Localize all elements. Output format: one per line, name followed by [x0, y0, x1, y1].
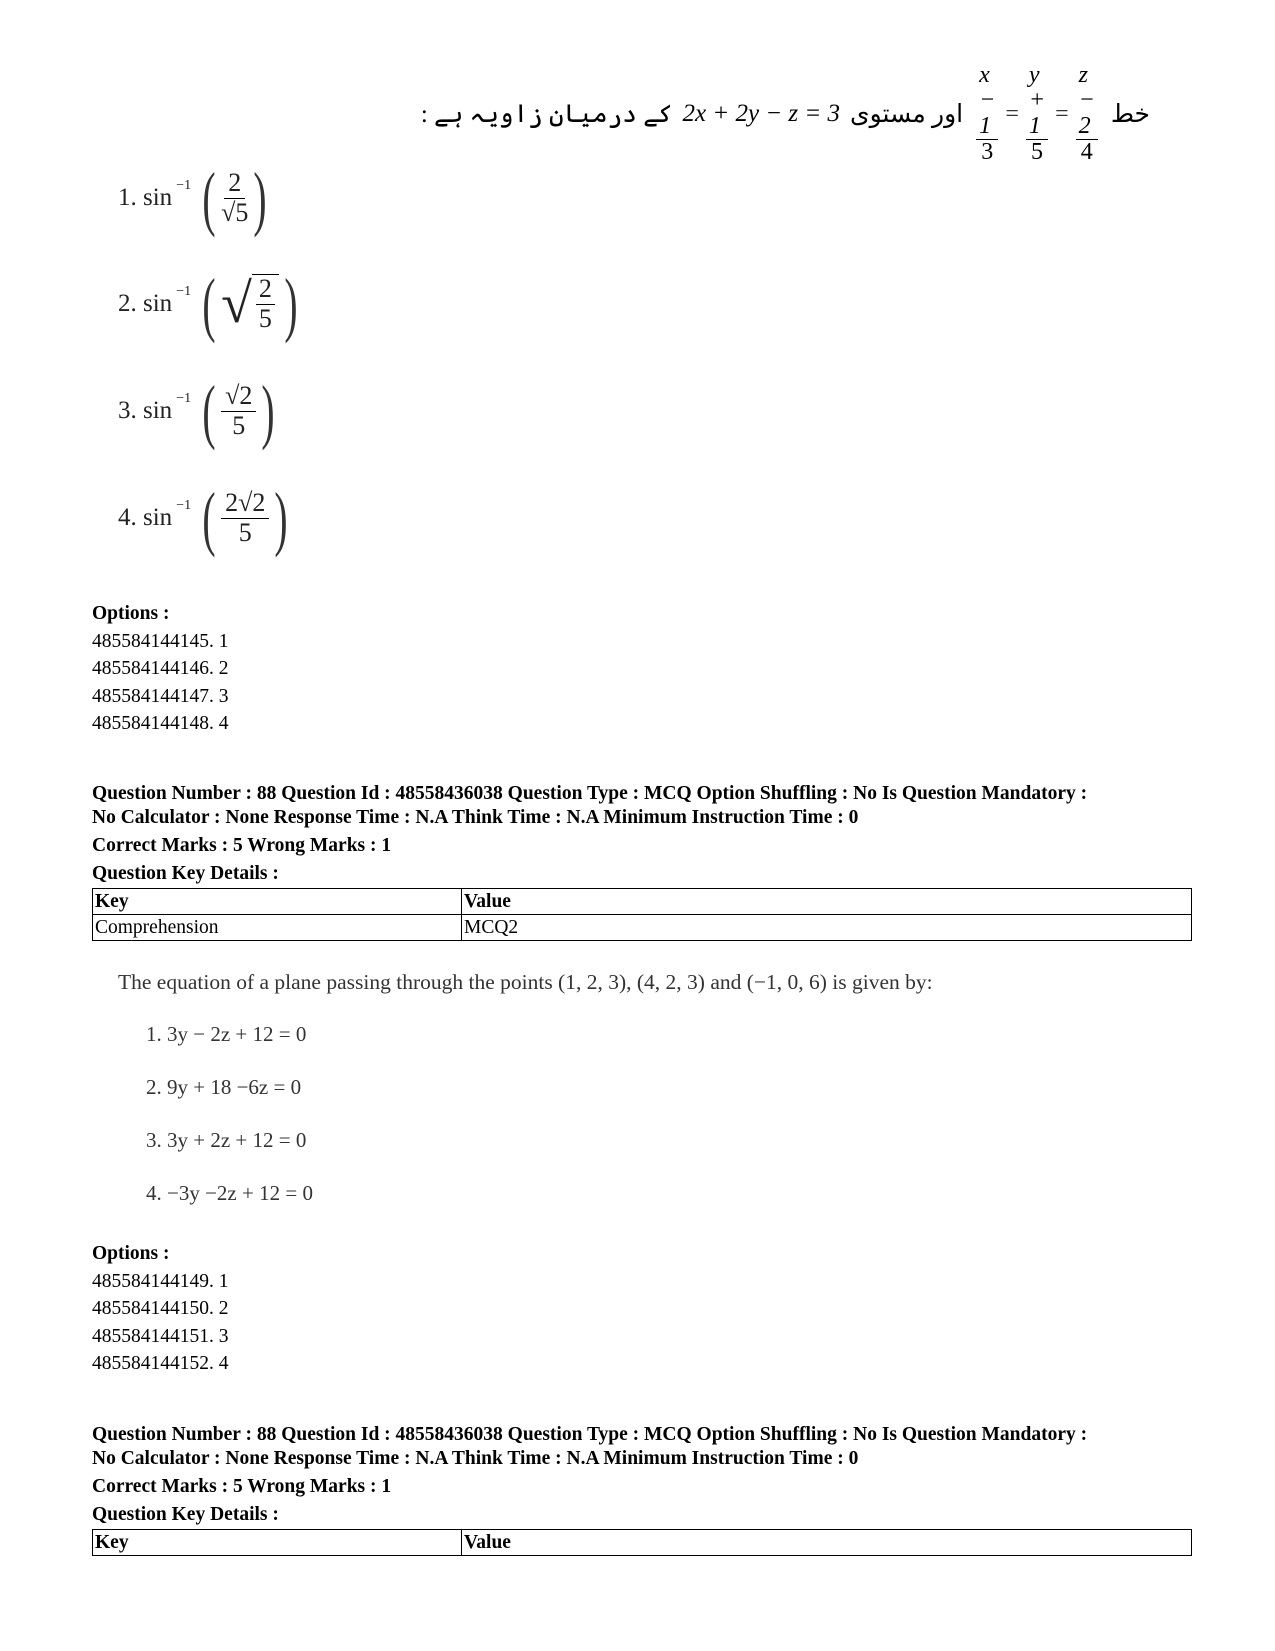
table-header-row: Key Value [93, 889, 1192, 915]
question-meta-1: Question Number : 88 Question Id : 48558436038 Question Type : MCQ Option Shuffling : No Is Question Mandatory : No Calculator : None Response Time : N.A Think Time : N.A Minimum Instruction Time : 0 [92, 783, 1088, 828]
option-item: 485584144152. 4 [92, 1353, 229, 1374]
options-section-2 [92, 1240, 229, 1378]
plane-equation: 2x + 2y − z = 3 [682, 100, 841, 127]
option-item: 485584144151. 3 [92, 1325, 229, 1347]
choice-2: 2. sin −1 ( √ 2 5 ) [118, 264, 298, 344]
table-row: Comprehension MCQ2 [93, 915, 1192, 941]
line-fraction-x: $\frac{x - 1}{3}$ [976, 63, 998, 165]
question-text-88: The equation of a plane passing through the points (1, 2, 3), (4, 2, 3) and (−1, 0, 6) is given by: [118, 970, 933, 994]
urdu-mid: اور مستوی [850, 101, 964, 128]
options-heading: Options : [92, 603, 170, 624]
urdu-prefix: خط [1110, 101, 1150, 128]
key-details-table-2 [92, 1529, 1192, 1556]
urdu-question-line: کے درمیان زاویہ ہے : 2x + 2y − z = 3 اور مستوی $\frac{x - 1}{3}$ = $\frac{y + 1}{5}$ = $\frac{z - 2}{4}$ خط [420, 62, 1150, 165]
question-meta-2: Question Number : 88 Question Id : 48558436038 Question Type : MCQ Option Shuffling : No Is Question Mandatory : No Calculator : None Response Time : N.A Think Time : N.A Minimum Instruction Time : 0 [92, 1424, 1088, 1469]
choice-3: 3. 3y + 2z + 12 = 0 [146, 1128, 307, 1152]
choice-1: 1. 3y − 2z + 12 = 0 [146, 1022, 307, 1046]
option-item: 485584144149. 1 [92, 1270, 229, 1292]
key-heading-1: Question Key Details : [92, 863, 279, 884]
marks-line-1: Correct Marks : 5 Wrong Marks : 1 [92, 835, 392, 856]
choice-2: 2. 9y + 18 −6z = 0 [146, 1075, 302, 1099]
key-details-table-1 [92, 888, 1192, 941]
key-heading-2: Question Key Details : [92, 1504, 279, 1525]
marks-line-2: Correct Marks : 5 Wrong Marks : 1 [92, 1476, 392, 1497]
option-item: 485584144148. 4 [92, 713, 229, 734]
options-heading: Options : [92, 1243, 170, 1264]
options-section-1 [92, 600, 229, 738]
line-fraction-y: $\frac{y + 1}{5}$ [1026, 63, 1048, 165]
line-fraction-z: $\frac{z - 2}{4}$ [1076, 63, 1098, 165]
option-item: 485584144145. 1 [92, 630, 229, 652]
choice-4: 4. sin −1 ( $\frac{2√2}{5}$ ) [118, 478, 288, 558]
option-item: 485584144147. 3 [92, 685, 229, 707]
choice-1: 1. sin −1 ( $\frac{2}{√5}$ ) [118, 158, 267, 238]
urdu-suffix: کے درمیان زاویہ ہے : [420, 101, 673, 128]
choice-3: 3. sin −1 ( $\frac{√2}{5}$ ) [118, 371, 275, 451]
option-item: 485584144146. 2 [92, 658, 229, 679]
table-header-row: Key Value [93, 1530, 1192, 1556]
choice-4: 4. −3y −2z + 12 = 0 [146, 1181, 313, 1205]
option-item: 485584144150. 2 [92, 1298, 229, 1319]
